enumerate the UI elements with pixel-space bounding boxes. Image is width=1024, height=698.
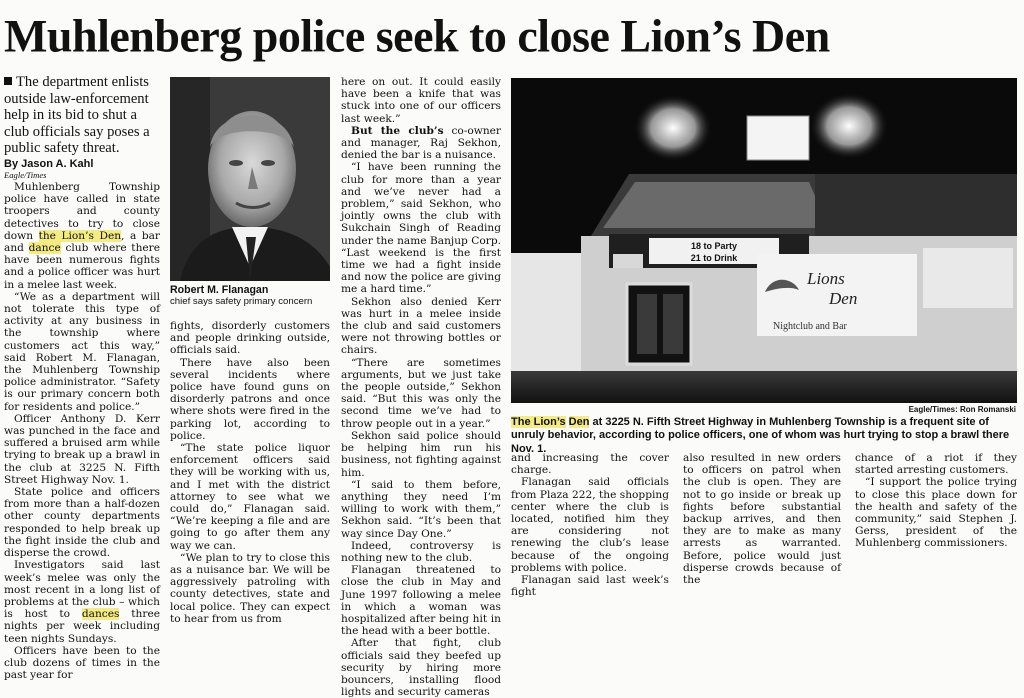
paragraph: fights, disorderly customers and people drinking outside, officials said. xyxy=(170,320,330,357)
byline: By Jason A. Kahl xyxy=(4,158,94,170)
photo-credit: Eagle/Times: Ron Romanski xyxy=(908,405,1016,414)
highlight-dances: dances xyxy=(81,608,120,621)
paragraph: State police and officers from more than a half-dozen other county departments responded to help break up the fight inside the club and disperse the crowd. xyxy=(4,486,160,560)
paragraph: Flanagan said last week’s fight xyxy=(511,574,669,599)
paragraph: “There are sometimes arguments, but we just take the people outside,” Sekhon said. “But this was only the second time we’ve had to throw people out in a year.” xyxy=(341,356,501,430)
club-photo xyxy=(511,78,1017,403)
paragraph: But the club’s co-owner and manager, Raj Sekhon, denied the bar is a nuisance. xyxy=(341,124,501,162)
banner-line-1: 18 to Party xyxy=(690,241,738,251)
column-1 xyxy=(4,181,160,681)
portrait-caption-text: chief says safety primary concern xyxy=(170,296,313,307)
portrait-photo xyxy=(170,77,330,281)
lead-in-bold: But the club’s xyxy=(351,124,444,137)
paragraph: Muhlenberg Township police have called in state troopers and county detectives to try to close down the Lion’s Den, a bar and dance club where there have been numerous fights and a police officer was hurt in a melee last week. xyxy=(4,181,160,291)
deck xyxy=(4,74,160,157)
column-4 xyxy=(511,452,669,598)
paragraph: “We as a department will not tolerate this type of activity at any business in the township where customers act this way,” said Robert M. Flanagan, the Muhlenberg Township police administrator. “Safety is our primary concern both for residents and police.” xyxy=(4,290,160,413)
paragraph: chance of a riot if they started arresting customers. xyxy=(855,452,1017,477)
club-sign-line-1: Lions xyxy=(807,269,845,288)
paragraph: There have also been several incidents where police have found guns on disorderly patrons and once where shots were fired in the parking lot, according to police. xyxy=(170,356,330,442)
paragraph: “I support the police trying to close this place down for the health and safety of the community,” said Stephen J. Gerss, president of the Muhlenberg commissioners. xyxy=(855,476,1017,550)
paragraph: Indeed, controversy is nothing new to the club. xyxy=(341,539,501,564)
column-6 xyxy=(855,452,1017,550)
highlight-the-lions: The Lion’s xyxy=(511,416,566,428)
club-sign-line-3: Nightclub and Bar xyxy=(773,321,847,332)
paragraph: “The state police liquor enforcement officers said they will be working with us, and I met with the district attorney to see what we could do,” Flanagan said. “We’re keeping a file and are going to go after them any way we can. xyxy=(170,442,330,552)
banner-line-2: 21 to Drink xyxy=(690,253,738,263)
paragraph: Investigators said last week’s melee was only the most recent in a long list of problems at the club – which is host to dances three nights per week including teen nights Sundays. xyxy=(4,559,160,645)
paragraph: and increasing the cover charge. xyxy=(511,452,669,477)
paragraph: Flanagan threatened to close the club in May and June 1997 following a melee in which a woman was hospitalized after being hit in the head with a beer bottle. xyxy=(341,564,501,638)
club-illustration xyxy=(511,78,1017,403)
club-photo-caption: The Lion’s Den at 3225 N. Fifth Street Highway in Muhlenberg Township is a frequent site of unruly behavior, according to police officers, one of whom was hurt trying to stop a brawl there Nov. 1. xyxy=(511,416,1010,455)
portrait-caption-name: Robert M. Flanagan xyxy=(170,284,269,296)
paragraph: Officer Anthony D. Kerr was punched in the face and suffered a bruised arm while trying to break up a brawl in the club at 3225 N. Fifth Street Highway Nov. 1. xyxy=(4,412,160,486)
paragraph: “I have been running the club for more than a year and we’ve never had a problem,” said Sekhon, who jointly owns the club with Sukchain Singh of Reading under the name Banjup Corp. “Last weekend is the first time we had a fight inside and now the police are giving me a hard time.” xyxy=(341,161,501,296)
highlight-lions-den: the Lion’s Den xyxy=(38,229,122,242)
paragraph: Officers have been to the club dozens of times in the past year for xyxy=(4,644,160,682)
bullet-square-icon xyxy=(4,77,12,85)
paragraph: here on out. It could easily have been a knife that was stuck into one of our officers last week.” xyxy=(341,76,501,125)
paragraph: Sekhon said police should be helping him run his business, not fighting against him. xyxy=(341,429,501,479)
byline-outlet: Eagle/Times xyxy=(4,170,47,180)
column-2 xyxy=(170,320,330,625)
highlight-den: Den xyxy=(568,416,590,428)
portrait-illustration xyxy=(170,77,330,281)
highlight-dance: dance xyxy=(28,242,61,255)
headline: Muhlenberg police seek to close Lion’s Den xyxy=(4,9,830,62)
deck-text: The department enlists outside law-enforcement help in its bid to shut a club officials say poses a public safety threat. xyxy=(4,74,150,157)
paragraph: Flanagan said officials from Plaza 222, the shopping center where the club is located, notified him they are considering not renewing the club’s lease because of the ongoing problems with police. xyxy=(511,476,669,574)
paragraph: also resulted in new orders to officers on patrol when the club is open. They are not to go inside or break up fights before substantial backup arrives, and then they are to make as many arrests as warranted. Before, police would just disperse crowds because of the xyxy=(683,452,841,587)
club-sign-line-2: Den xyxy=(829,289,858,308)
paragraph: “We plan to try to close this as a nuisance bar. We will be aggressively patroling with county detectives, state and local police. They can expect to hear from us from xyxy=(170,551,330,625)
paragraph: Sekhon also denied Kerr was hurt in a melee inside the club and said customers were not throwing bottles or chairs. xyxy=(341,295,501,357)
paragraph: “I said to them before, anything they need I’m willing to work with them,” Sekhon said. “It’s been that way since Day One.” xyxy=(341,478,501,540)
paragraph: After that fight, club officials said they beefed up security by hiring more bouncers, installing flood lights and security cameras xyxy=(341,637,501,698)
column-5 xyxy=(683,452,841,586)
column-3 xyxy=(341,76,501,698)
